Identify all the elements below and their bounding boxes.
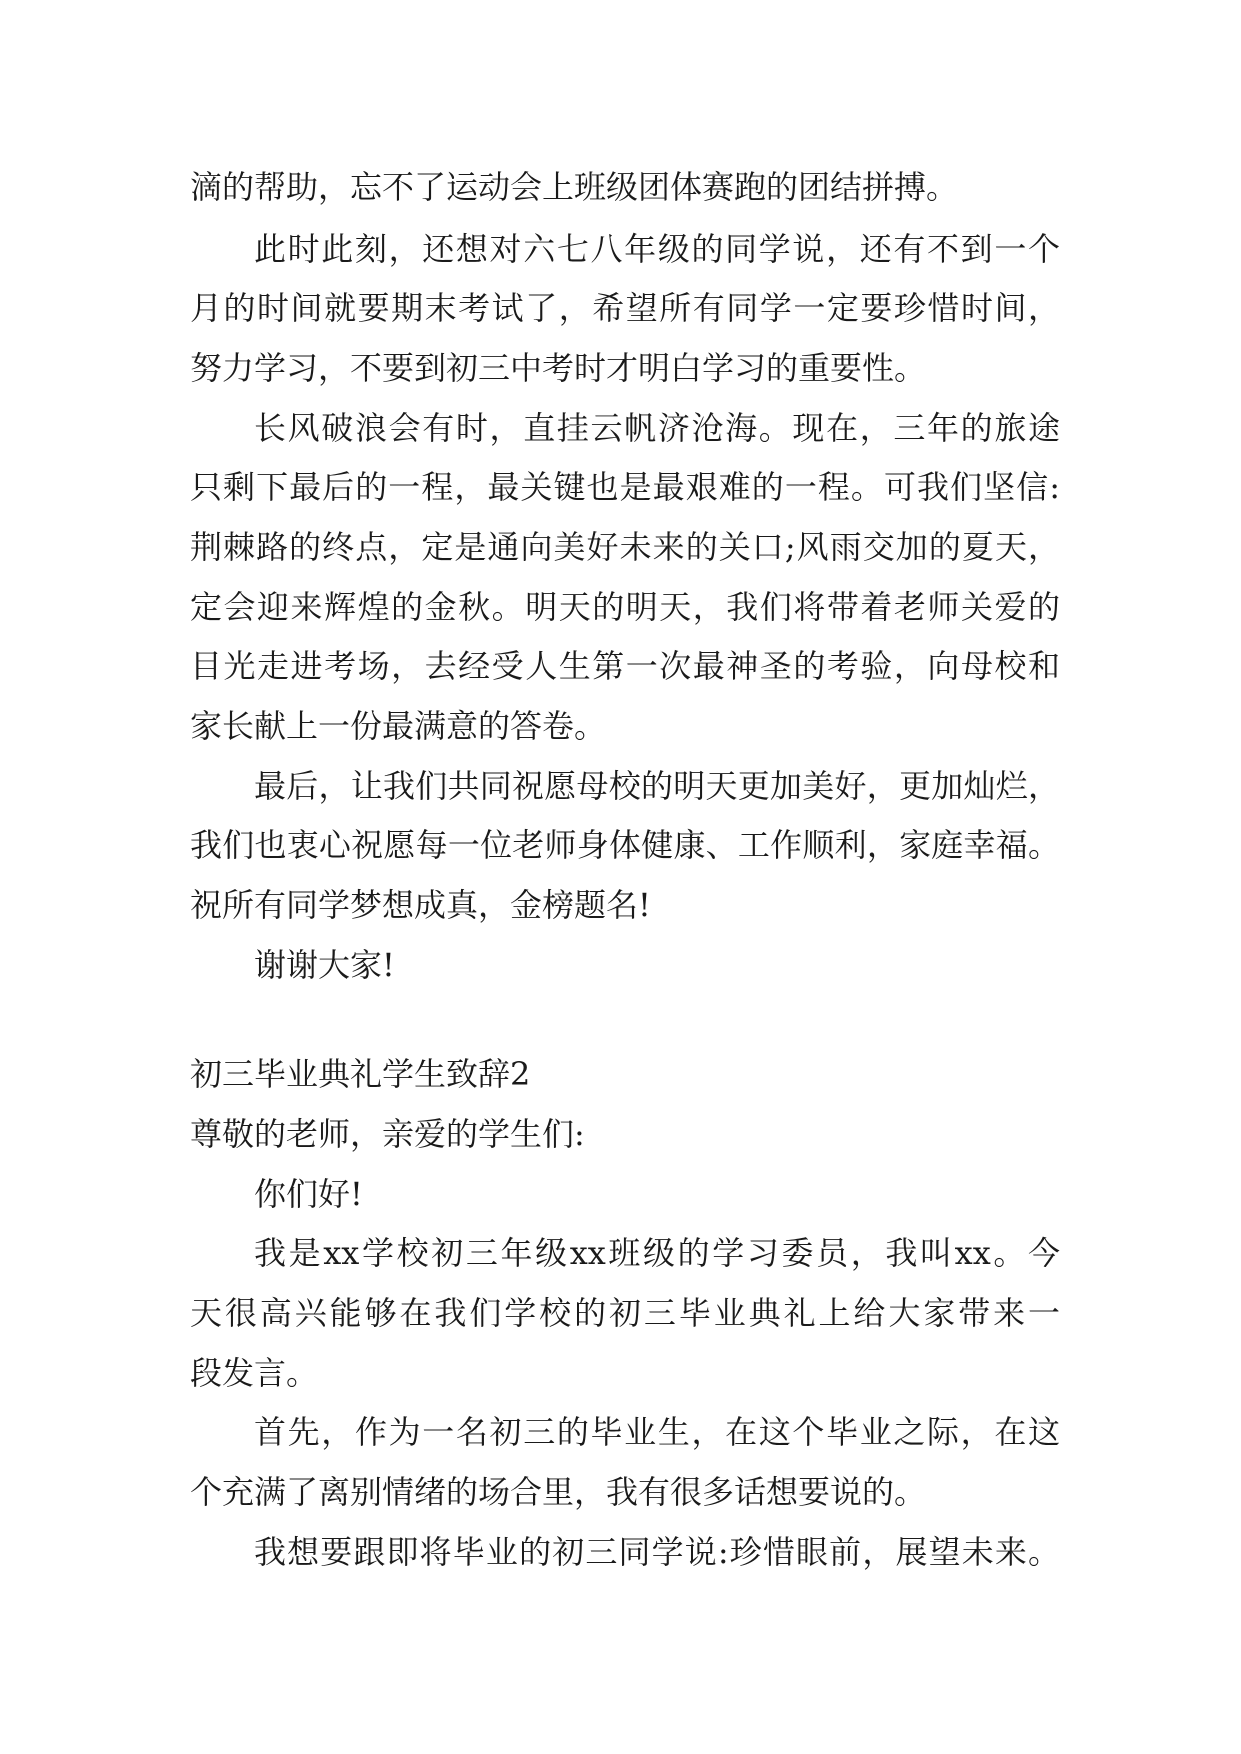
paragraph-line: 首先，作为一名初三的毕业生，在这个毕业之际，在这 [254, 1413, 1060, 1451]
paragraph-line: 此时此刻，还想对六七八年级的同学说，还有不到一个 [254, 230, 1060, 268]
paragraph-line: 我们也衷心祝愿每一位老师身体健康、工作顺利，家庭幸福。 [190, 826, 1060, 864]
paragraph-line: 荆棘路的终点，定是通向美好未来的关口;风雨交加的夏天， [190, 528, 1060, 566]
paragraph-line: 长风破浪会有时，直挂云帆济沧海。现在，三年的旅途 [254, 409, 1060, 447]
paragraph-line: 定会迎来辉煌的金秋。明天的明天，我们将带着老师关爱的 [190, 588, 1060, 626]
paragraph-line: 最后，让我们共同祝愿母校的明天更加美好，更加灿烂， [254, 767, 1060, 805]
paragraph-line: 滴的帮助，忘不了运动会上班级团体赛跑的团结拼搏。 [190, 168, 959, 206]
paragraph-line: 天很高兴能够在我们学校的初三毕业典礼上给大家带来一 [190, 1294, 1060, 1332]
paragraph-line: 只剩下最后的一程，最关键也是最艰难的一程。可我们坚信: [190, 468, 1060, 506]
paragraph-line: 目光走进考场，去经受人生第一次最神圣的考验，向母校和 [190, 647, 1060, 685]
paragraph-line: 祝所有同学梦想成真，金榜题名! [190, 886, 651, 924]
section-title: 初三毕业典礼学生致辞2 [190, 1055, 531, 1093]
paragraph-line: 月的时间就要期末考试了，希望所有同学一定要珍惜时间， [190, 289, 1060, 327]
paragraph-line: 我想要跟即将毕业的初三同学说:珍惜眼前，展望未来。 [254, 1533, 1060, 1571]
paragraph-line: 段发言。 [190, 1354, 319, 1392]
paragraph-line: 谢谢大家! [254, 946, 395, 984]
paragraph-line: 我是xx学校初三年级xx班级的学习委员，我叫xx。今 [254, 1234, 1060, 1272]
greeting: 你们好! [254, 1175, 363, 1213]
paragraph-line: 家长献上一份最满意的答卷。 [190, 707, 607, 745]
salutation: 尊敬的老师，亲爱的学生们: [190, 1115, 585, 1153]
paragraph-line: 努力学习，不要到初三中考时才明白学习的重要性。 [190, 349, 927, 387]
paragraph-line: 个充满了离别情绪的场合里，我有很多话想要说的。 [190, 1473, 927, 1511]
